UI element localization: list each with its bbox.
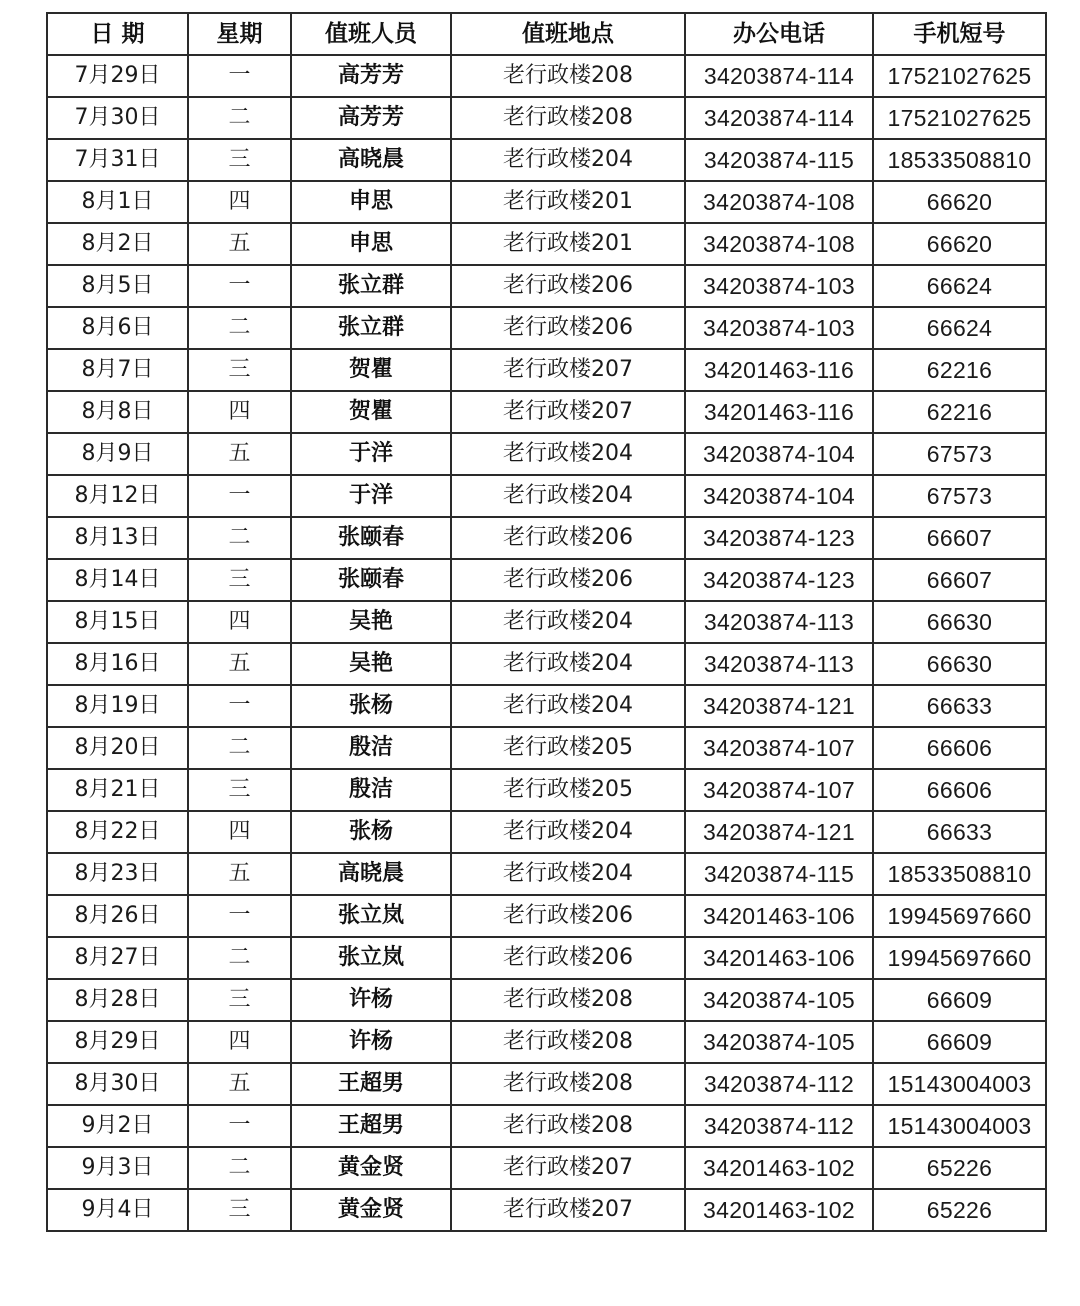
table-row [47, 55, 1046, 97]
header-mobile: 手机短号 [873, 13, 1046, 55]
cell-phone: 34203874-114 [685, 97, 873, 139]
cell-weekday: 二 [188, 1147, 291, 1189]
cell-person: 高芳芳 [291, 97, 451, 139]
table-row [47, 265, 1046, 307]
cell-mobile: 66620 [873, 181, 1046, 223]
header-place: 值班地点 [451, 13, 685, 55]
cell-person: 申思 [291, 181, 451, 223]
cell-date: 8月16日 [47, 643, 188, 685]
cell-person: 黄金贤 [291, 1189, 451, 1231]
cell-mobile: 66624 [873, 307, 1046, 349]
cell-mobile: 18533508810 [873, 853, 1046, 895]
cell-phone: 34203874-112 [685, 1063, 873, 1105]
cell-phone: 34203874-107 [685, 727, 873, 769]
cell-weekday: 三 [188, 979, 291, 1021]
cell-mobile: 65226 [873, 1147, 1046, 1189]
cell-place: 老行政楼204 [451, 475, 685, 517]
table-row [47, 391, 1046, 433]
cell-date: 8月1日 [47, 181, 188, 223]
cell-person: 贺瞿 [291, 391, 451, 433]
cell-person: 于洋 [291, 475, 451, 517]
cell-date: 8月28日 [47, 979, 188, 1021]
cell-person: 贺瞿 [291, 349, 451, 391]
duty-schedule-table [46, 12, 1047, 1232]
cell-mobile: 66606 [873, 727, 1046, 769]
table-row [47, 769, 1046, 811]
cell-weekday: 四 [188, 811, 291, 853]
table-row [47, 601, 1046, 643]
cell-phone: 34201463-102 [685, 1189, 873, 1231]
cell-mobile: 19945697660 [873, 937, 1046, 979]
cell-weekday: 三 [188, 559, 291, 601]
cell-place: 老行政楼201 [451, 181, 685, 223]
cell-phone: 34203874-123 [685, 517, 873, 559]
cell-date: 8月19日 [47, 685, 188, 727]
table-row [47, 643, 1046, 685]
cell-place: 老行政楼208 [451, 97, 685, 139]
cell-date: 9月3日 [47, 1147, 188, 1189]
cell-date: 8月14日 [47, 559, 188, 601]
cell-phone: 34203874-107 [685, 769, 873, 811]
cell-phone: 34203874-113 [685, 601, 873, 643]
cell-date: 8月15日 [47, 601, 188, 643]
cell-weekday: 一 [188, 1105, 291, 1147]
cell-person: 张立群 [291, 265, 451, 307]
cell-weekday: 一 [188, 895, 291, 937]
cell-phone: 34203874-108 [685, 223, 873, 265]
cell-weekday: 三 [188, 139, 291, 181]
cell-weekday: 四 [188, 601, 291, 643]
cell-mobile: 66609 [873, 1021, 1046, 1063]
cell-person: 张立群 [291, 307, 451, 349]
cell-weekday: 二 [188, 307, 291, 349]
cell-mobile: 66620 [873, 223, 1046, 265]
header-row [47, 13, 1046, 55]
cell-phone: 34203874-123 [685, 559, 873, 601]
cell-weekday: 二 [188, 937, 291, 979]
cell-phone: 34201463-106 [685, 937, 873, 979]
cell-date: 8月13日 [47, 517, 188, 559]
cell-date: 8月21日 [47, 769, 188, 811]
cell-place: 老行政楼206 [451, 559, 685, 601]
cell-person: 吴艳 [291, 643, 451, 685]
cell-date: 8月9日 [47, 433, 188, 475]
table-row [47, 1147, 1046, 1189]
cell-place: 老行政楼201 [451, 223, 685, 265]
table-row [47, 895, 1046, 937]
cell-place: 老行政楼208 [451, 1105, 685, 1147]
header-phone: 办公电话 [685, 13, 873, 55]
cell-mobile: 66633 [873, 811, 1046, 853]
cell-date: 8月2日 [47, 223, 188, 265]
cell-person: 申思 [291, 223, 451, 265]
cell-place: 老行政楼204 [451, 853, 685, 895]
cell-person: 张杨 [291, 685, 451, 727]
cell-weekday: 三 [188, 769, 291, 811]
cell-mobile: 66630 [873, 643, 1046, 685]
cell-place: 老行政楼206 [451, 307, 685, 349]
cell-weekday: 一 [188, 685, 291, 727]
header-date: 日 期 [47, 13, 188, 55]
cell-date: 8月22日 [47, 811, 188, 853]
cell-mobile: 67573 [873, 475, 1046, 517]
cell-place: 老行政楼208 [451, 979, 685, 1021]
table-row [47, 853, 1046, 895]
cell-weekday: 四 [188, 391, 291, 433]
cell-mobile: 19945697660 [873, 895, 1046, 937]
cell-weekday: 一 [188, 475, 291, 517]
cell-date: 7月31日 [47, 139, 188, 181]
cell-person: 高芳芳 [291, 55, 451, 97]
cell-date: 8月12日 [47, 475, 188, 517]
table-row [47, 97, 1046, 139]
cell-place: 老行政楼204 [451, 601, 685, 643]
cell-place: 老行政楼207 [451, 1189, 685, 1231]
header-person: 值班人员 [291, 13, 451, 55]
cell-mobile: 66607 [873, 559, 1046, 601]
cell-person: 吴艳 [291, 601, 451, 643]
cell-person: 张立岚 [291, 895, 451, 937]
cell-date: 8月27日 [47, 937, 188, 979]
cell-person: 张颐春 [291, 559, 451, 601]
cell-mobile: 66606 [873, 769, 1046, 811]
cell-phone: 34203874-105 [685, 1021, 873, 1063]
cell-place: 老行政楼208 [451, 1063, 685, 1105]
cell-mobile: 17521027625 [873, 97, 1046, 139]
cell-place: 老行政楼205 [451, 727, 685, 769]
cell-date: 8月20日 [47, 727, 188, 769]
cell-phone: 34201463-106 [685, 895, 873, 937]
table-row [47, 433, 1046, 475]
cell-date: 8月26日 [47, 895, 188, 937]
cell-mobile: 62216 [873, 349, 1046, 391]
cell-place: 老行政楼204 [451, 643, 685, 685]
cell-weekday: 四 [188, 181, 291, 223]
cell-phone: 34203874-105 [685, 979, 873, 1021]
cell-phone: 34201463-116 [685, 349, 873, 391]
cell-date: 8月30日 [47, 1063, 188, 1105]
cell-mobile: 66607 [873, 517, 1046, 559]
cell-weekday: 三 [188, 1189, 291, 1231]
cell-place: 老行政楼204 [451, 685, 685, 727]
cell-place: 老行政楼204 [451, 139, 685, 181]
table-row [47, 349, 1046, 391]
cell-date: 7月29日 [47, 55, 188, 97]
cell-mobile: 18533508810 [873, 139, 1046, 181]
table-header [47, 13, 1046, 55]
cell-weekday: 一 [188, 55, 291, 97]
cell-mobile: 66630 [873, 601, 1046, 643]
header-weekday: 星期 [188, 13, 291, 55]
cell-place: 老行政楼207 [451, 349, 685, 391]
table-row [47, 559, 1046, 601]
cell-phone: 34203874-115 [685, 853, 873, 895]
table-row [47, 307, 1046, 349]
cell-person: 高晓晨 [291, 139, 451, 181]
table-row [47, 727, 1046, 769]
cell-weekday: 三 [188, 349, 291, 391]
cell-place: 老行政楼207 [451, 1147, 685, 1189]
cell-phone: 34203874-112 [685, 1105, 873, 1147]
table-row [47, 475, 1046, 517]
cell-weekday: 五 [188, 853, 291, 895]
cell-person: 殷洁 [291, 727, 451, 769]
cell-weekday: 五 [188, 433, 291, 475]
cell-person: 黄金贤 [291, 1147, 451, 1189]
cell-place: 老行政楼204 [451, 811, 685, 853]
cell-person: 高晓晨 [291, 853, 451, 895]
table-row [47, 139, 1046, 181]
cell-weekday: 五 [188, 643, 291, 685]
cell-phone: 34201463-116 [685, 391, 873, 433]
cell-phone: 34203874-103 [685, 265, 873, 307]
cell-phone: 34203874-103 [685, 307, 873, 349]
cell-date: 8月5日 [47, 265, 188, 307]
cell-place: 老行政楼206 [451, 265, 685, 307]
cell-phone: 34203874-108 [685, 181, 873, 223]
cell-mobile: 62216 [873, 391, 1046, 433]
table-row [47, 1063, 1046, 1105]
cell-date: 8月7日 [47, 349, 188, 391]
cell-place: 老行政楼207 [451, 391, 685, 433]
cell-phone: 34203874-104 [685, 475, 873, 517]
cell-mobile: 17521027625 [873, 55, 1046, 97]
cell-place: 老行政楼205 [451, 769, 685, 811]
cell-weekday: 二 [188, 727, 291, 769]
cell-place: 老行政楼206 [451, 895, 685, 937]
table-row [47, 223, 1046, 265]
cell-mobile: 15143004003 [873, 1063, 1046, 1105]
cell-phone: 34201463-102 [685, 1147, 873, 1189]
cell-phone: 34203874-121 [685, 685, 873, 727]
cell-person: 殷洁 [291, 769, 451, 811]
cell-date: 8月8日 [47, 391, 188, 433]
cell-person: 于洋 [291, 433, 451, 475]
table-row [47, 181, 1046, 223]
table-row [47, 1105, 1046, 1147]
table-row [47, 937, 1046, 979]
cell-date: 8月29日 [47, 1021, 188, 1063]
cell-phone: 34203874-113 [685, 643, 873, 685]
table-row [47, 1189, 1046, 1231]
cell-person: 张颐春 [291, 517, 451, 559]
cell-phone: 34203874-114 [685, 55, 873, 97]
cell-phone: 34203874-104 [685, 433, 873, 475]
cell-phone: 34203874-115 [685, 139, 873, 181]
table-row [47, 1021, 1046, 1063]
cell-person: 张立岚 [291, 937, 451, 979]
cell-place: 老行政楼206 [451, 517, 685, 559]
cell-person: 许杨 [291, 1021, 451, 1063]
table-body [47, 55, 1046, 1231]
cell-weekday: 五 [188, 223, 291, 265]
cell-date: 9月4日 [47, 1189, 188, 1231]
cell-mobile: 15143004003 [873, 1105, 1046, 1147]
cell-date: 8月23日 [47, 853, 188, 895]
cell-place: 老行政楼206 [451, 937, 685, 979]
table-row [47, 517, 1046, 559]
cell-mobile: 67573 [873, 433, 1046, 475]
cell-mobile: 66609 [873, 979, 1046, 1021]
table-row [47, 811, 1046, 853]
cell-place: 老行政楼208 [451, 1021, 685, 1063]
table-row [47, 979, 1046, 1021]
cell-date: 7月30日 [47, 97, 188, 139]
cell-place: 老行政楼204 [451, 433, 685, 475]
cell-mobile: 66633 [873, 685, 1046, 727]
cell-weekday: 二 [188, 517, 291, 559]
cell-person: 张杨 [291, 811, 451, 853]
cell-place: 老行政楼208 [451, 55, 685, 97]
cell-date: 8月6日 [47, 307, 188, 349]
cell-weekday: 二 [188, 97, 291, 139]
cell-weekday: 五 [188, 1063, 291, 1105]
cell-phone: 34203874-121 [685, 811, 873, 853]
cell-person: 王超男 [291, 1063, 451, 1105]
cell-weekday: 一 [188, 265, 291, 307]
table-row [47, 685, 1046, 727]
cell-mobile: 65226 [873, 1189, 1046, 1231]
cell-date: 9月2日 [47, 1105, 188, 1147]
cell-mobile: 66624 [873, 265, 1046, 307]
cell-weekday: 四 [188, 1021, 291, 1063]
cell-person: 许杨 [291, 979, 451, 1021]
cell-person: 王超男 [291, 1105, 451, 1147]
